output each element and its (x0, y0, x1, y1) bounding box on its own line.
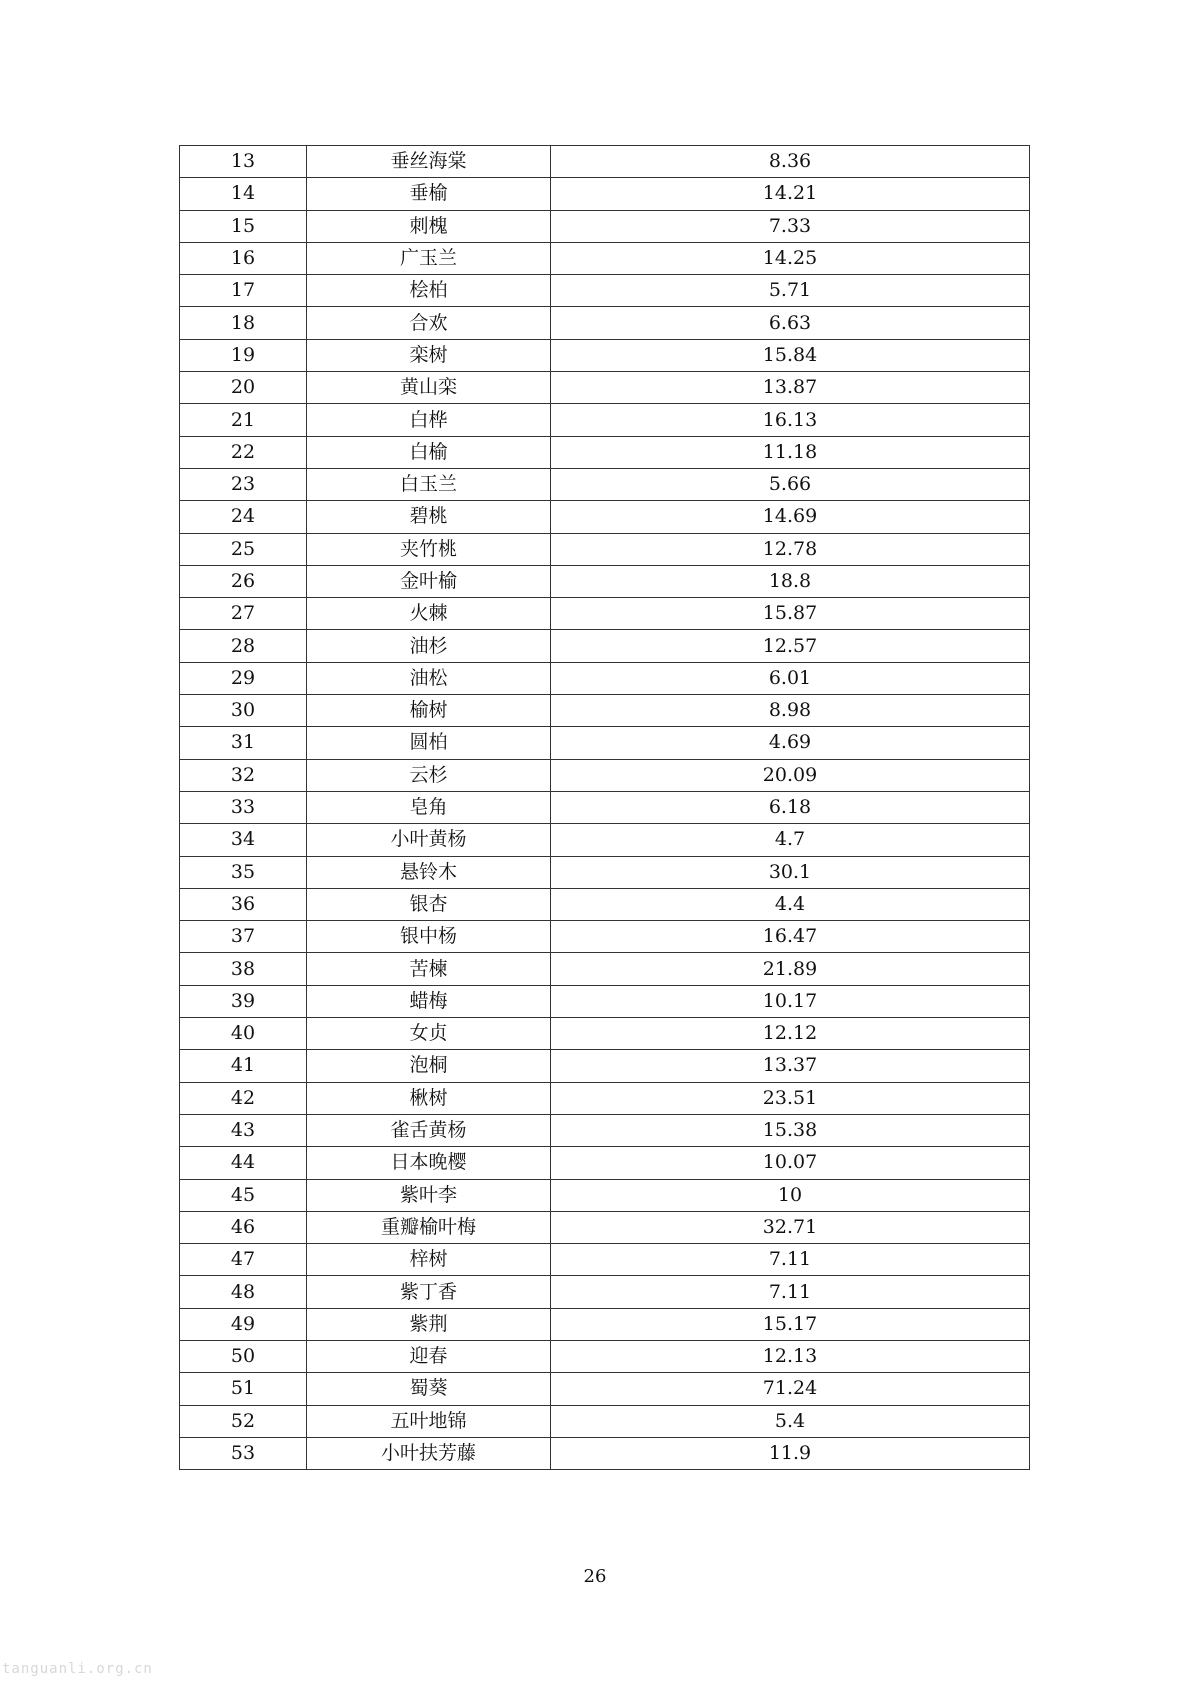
row-number-cell: 53 (180, 1437, 307, 1469)
species-name-cell: 金叶榆 (307, 565, 551, 597)
value-cell: 21.89 (551, 953, 1030, 985)
row-number-cell: 15 (180, 210, 307, 242)
row-number-cell: 22 (180, 436, 307, 468)
table-row (180, 921, 1030, 953)
row-number-cell: 13 (180, 146, 307, 178)
value-cell: 23.51 (551, 1082, 1030, 1114)
value-cell: 14.21 (551, 178, 1030, 210)
table-row (180, 533, 1030, 565)
table-row (180, 1050, 1030, 1082)
table-row (180, 1018, 1030, 1050)
value-cell: 5.71 (551, 275, 1030, 307)
species-name-cell: 垂丝海棠 (307, 146, 551, 178)
row-number-cell: 49 (180, 1308, 307, 1340)
row-number-cell: 47 (180, 1244, 307, 1276)
value-cell: 11.9 (551, 1437, 1030, 1469)
table-row (180, 985, 1030, 1017)
value-cell: 4.7 (551, 824, 1030, 856)
table-row (180, 1211, 1030, 1243)
species-name-cell: 重瓣榆叶梅 (307, 1211, 551, 1243)
row-number-cell: 29 (180, 662, 307, 694)
value-cell: 12.13 (551, 1340, 1030, 1372)
value-cell: 6.63 (551, 307, 1030, 339)
watermark: tanguanli.org.cn (2, 1661, 153, 1677)
species-name-cell: 悬铃木 (307, 856, 551, 888)
row-number-cell: 24 (180, 501, 307, 533)
table-row (180, 468, 1030, 500)
row-number-cell: 16 (180, 242, 307, 274)
table-row (180, 1082, 1030, 1114)
species-name-cell: 银杏 (307, 888, 551, 920)
row-number-cell: 26 (180, 565, 307, 597)
species-name-cell: 皂角 (307, 791, 551, 823)
value-cell: 14.25 (551, 242, 1030, 274)
table-row (180, 598, 1030, 630)
species-name-cell: 油松 (307, 662, 551, 694)
table-row (180, 307, 1030, 339)
value-cell: 10 (551, 1179, 1030, 1211)
species-name-cell: 五叶地锦 (307, 1405, 551, 1437)
row-number-cell: 18 (180, 307, 307, 339)
value-cell: 12.57 (551, 630, 1030, 662)
table-row (180, 1340, 1030, 1372)
value-cell: 7.11 (551, 1244, 1030, 1276)
table-row (180, 1244, 1030, 1276)
row-number-cell: 51 (180, 1373, 307, 1405)
species-name-cell: 白榆 (307, 436, 551, 468)
row-number-cell: 34 (180, 824, 307, 856)
table-row (180, 953, 1030, 985)
table-row (180, 275, 1030, 307)
species-name-cell: 小叶黄杨 (307, 824, 551, 856)
table-row (180, 1179, 1030, 1211)
value-cell: 71.24 (551, 1373, 1030, 1405)
table-row (180, 1437, 1030, 1469)
row-number-cell: 31 (180, 727, 307, 759)
table-row (180, 242, 1030, 274)
row-number-cell: 50 (180, 1340, 307, 1372)
row-number-cell: 33 (180, 791, 307, 823)
value-cell: 10.07 (551, 1147, 1030, 1179)
value-cell: 8.36 (551, 146, 1030, 178)
species-name-cell: 蜀葵 (307, 1373, 551, 1405)
table-row (180, 888, 1030, 920)
species-name-cell: 女贞 (307, 1018, 551, 1050)
value-cell: 5.66 (551, 468, 1030, 500)
row-number-cell: 23 (180, 468, 307, 500)
table-row (180, 404, 1030, 436)
table-row (180, 339, 1030, 371)
table-row (180, 1308, 1030, 1340)
table-row (180, 791, 1030, 823)
value-cell: 11.18 (551, 436, 1030, 468)
value-cell: 7.33 (551, 210, 1030, 242)
row-number-cell: 20 (180, 372, 307, 404)
value-cell: 5.4 (551, 1405, 1030, 1437)
table-row (180, 372, 1030, 404)
row-number-cell: 25 (180, 533, 307, 565)
species-name-cell: 白玉兰 (307, 468, 551, 500)
table-row (180, 146, 1030, 178)
value-cell: 32.71 (551, 1211, 1030, 1243)
row-number-cell: 44 (180, 1147, 307, 1179)
species-name-cell: 栾树 (307, 339, 551, 371)
table-row (180, 824, 1030, 856)
species-name-cell: 火棘 (307, 598, 551, 630)
value-cell: 4.69 (551, 727, 1030, 759)
row-number-cell: 28 (180, 630, 307, 662)
species-name-cell: 桧柏 (307, 275, 551, 307)
table-row (180, 727, 1030, 759)
row-number-cell: 37 (180, 921, 307, 953)
value-cell: 13.37 (551, 1050, 1030, 1082)
species-name-cell: 梓树 (307, 1244, 551, 1276)
species-name-cell: 合欢 (307, 307, 551, 339)
species-name-cell: 碧桃 (307, 501, 551, 533)
row-number-cell: 48 (180, 1276, 307, 1308)
row-number-cell: 21 (180, 404, 307, 436)
table-row (180, 210, 1030, 242)
row-number-cell: 30 (180, 695, 307, 727)
table-row (180, 565, 1030, 597)
species-name-cell: 泡桐 (307, 1050, 551, 1082)
value-cell: 15.84 (551, 339, 1030, 371)
table-row (180, 856, 1030, 888)
species-name-cell: 夹竹桃 (307, 533, 551, 565)
value-cell: 18.8 (551, 565, 1030, 597)
species-name-cell: 云杉 (307, 759, 551, 791)
species-name-cell: 白桦 (307, 404, 551, 436)
row-number-cell: 42 (180, 1082, 307, 1114)
table-row (180, 436, 1030, 468)
row-number-cell: 27 (180, 598, 307, 630)
row-number-cell: 35 (180, 856, 307, 888)
table-row (180, 1147, 1030, 1179)
row-number-cell: 46 (180, 1211, 307, 1243)
species-name-cell: 垂榆 (307, 178, 551, 210)
table-row (180, 1405, 1030, 1437)
species-name-cell: 银中杨 (307, 921, 551, 953)
row-number-cell: 14 (180, 178, 307, 210)
row-number-cell: 17 (180, 275, 307, 307)
species-name-cell: 小叶扶芳藤 (307, 1437, 551, 1469)
value-cell: 16.47 (551, 921, 1030, 953)
row-number-cell: 40 (180, 1018, 307, 1050)
species-name-cell: 刺槐 (307, 210, 551, 242)
value-cell: 15.87 (551, 598, 1030, 630)
value-cell: 15.17 (551, 1308, 1030, 1340)
species-name-cell: 紫荆 (307, 1308, 551, 1340)
value-cell: 4.4 (551, 888, 1030, 920)
species-name-cell: 蜡梅 (307, 985, 551, 1017)
value-cell: 15.38 (551, 1114, 1030, 1146)
row-number-cell: 19 (180, 339, 307, 371)
table-row (180, 1373, 1030, 1405)
row-number-cell: 32 (180, 759, 307, 791)
species-name-cell: 油杉 (307, 630, 551, 662)
page-number: 26 (583, 1566, 607, 1587)
species-name-cell: 苦楝 (307, 953, 551, 985)
value-cell: 10.17 (551, 985, 1030, 1017)
table-row (180, 662, 1030, 694)
species-table (179, 145, 1030, 1470)
row-number-cell: 38 (180, 953, 307, 985)
row-number-cell: 36 (180, 888, 307, 920)
species-name-cell: 紫丁香 (307, 1276, 551, 1308)
value-cell: 14.69 (551, 501, 1030, 533)
table-row (180, 1276, 1030, 1308)
species-name-cell: 雀舌黄杨 (307, 1114, 551, 1146)
value-cell: 16.13 (551, 404, 1030, 436)
row-number-cell: 39 (180, 985, 307, 1017)
table-row (180, 695, 1030, 727)
species-name-cell: 迎春 (307, 1340, 551, 1372)
value-cell: 30.1 (551, 856, 1030, 888)
row-number-cell: 45 (180, 1179, 307, 1211)
value-cell: 6.01 (551, 662, 1030, 694)
value-cell: 6.18 (551, 791, 1030, 823)
species-name-cell: 广玉兰 (307, 242, 551, 274)
species-name-cell: 楸树 (307, 1082, 551, 1114)
row-number-cell: 52 (180, 1405, 307, 1437)
species-name-cell: 紫叶李 (307, 1179, 551, 1211)
row-number-cell: 41 (180, 1050, 307, 1082)
value-cell: 8.98 (551, 695, 1030, 727)
table-row (180, 759, 1030, 791)
species-name-cell: 黄山栾 (307, 372, 551, 404)
table-row (180, 630, 1030, 662)
value-cell: 12.78 (551, 533, 1030, 565)
table-body (180, 146, 1030, 1470)
species-name-cell: 圆柏 (307, 727, 551, 759)
value-cell: 13.87 (551, 372, 1030, 404)
row-number-cell: 43 (180, 1114, 307, 1146)
table-row (180, 501, 1030, 533)
table-row (180, 178, 1030, 210)
value-cell: 12.12 (551, 1018, 1030, 1050)
value-cell: 7.11 (551, 1276, 1030, 1308)
species-name-cell: 日本晚樱 (307, 1147, 551, 1179)
value-cell: 20.09 (551, 759, 1030, 791)
species-name-cell: 榆树 (307, 695, 551, 727)
table-row (180, 1114, 1030, 1146)
